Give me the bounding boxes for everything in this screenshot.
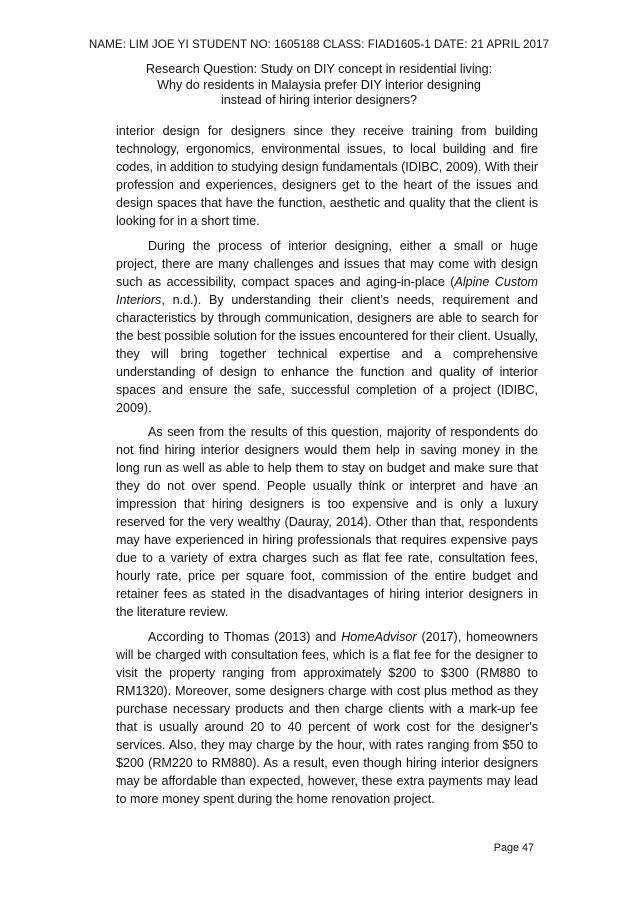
paragraph-4-text-b: (2017), homeowners will be charged with consultation fees, which is a flat fee for the designer to visit the property ranging from approximately $200 to $300 (RM880 to RM1320). Moreover, some designers charge with cost plus method as they purchase necessary products and then charge clients with a mark-up fee that is usually around 20 to 40 percent of work cost for the designer's services. Also, they may charge by the hour, with rates ranging from $50 to $200 (RM220 to RM880). As a result, even though hiring interior designers may be affordable than expected, however, these extra payments may lead to more money spent during the home renovation project. xyxy=(116,629,538,806)
research-question-line-1: Research Question: Study on DIY concept in residential living: xyxy=(145,62,493,76)
research-question-line-2: Why do residents in Malaysia prefer DIY interior designing xyxy=(157,77,481,92)
paragraph-2-source-title: Alpine Custom Interiors xyxy=(116,274,539,307)
student-info-header: NAME: LIM JOE YI STUDENT NO: 1605188 CLASS: FIAD1605-1 DATE: 21 APRIL 2017 xyxy=(88,38,550,51)
research-question-line-3: instead of hiring interior designers? xyxy=(220,93,417,107)
page-number: Page 47 xyxy=(493,842,534,854)
paragraph-4-source-title: HomeAdvisor xyxy=(341,629,417,644)
research-question xyxy=(0,62,638,109)
paragraph-2-text-a: During the process of interior designing, either a small or huge project, there are many challenges and issues that may come with design such as accessibility, compact spaces and aging-in-place ( xyxy=(116,238,538,289)
paragraph-2-text-b: , n.d.). By understanding their client’s needs, requirement and characteristics by through communication, designers are able to search for the best possible solution for the issues encountered for their client. Usually, they will bring together technical expertise and a comprehensive understanding of design to enhance the function and quality of interior spaces and ensure the safe, successful completion of a project (IDIBC, 2009). xyxy=(116,292,538,415)
paragraph-4-text-a: According to Thomas (2013) and xyxy=(148,629,342,644)
paragraph-2 xyxy=(116,237,538,417)
paragraph-1: interior design for designers since they receive training from building technology, ergonomics, environmental issues, to local building and fire codes, in addition to studying design fundamentals (IDIBC, 2009). With their profession and experiences, designers get to the heart of the issues and design spaces that have the function, aesthetic and quality that the client is looking for in a short time. xyxy=(116,124,538,228)
paragraph-4 xyxy=(116,628,538,808)
body-text xyxy=(116,122,538,814)
paragraph-3: As seen from the results of this question, majority of respondents do not find hiring interior designers would them help in saving money in the long run as well as able to help them to stay on budget and make sure that they do not over spend. People usually think or interpret and have an impression that hiring designers is too expensive and is only a luxury reserved for the very wealthy (Dauray, 2014). Other than that, respondents may have experienced in hiring professionals that requires expensive pays due to a variety of extra charges such as flat fee rate, consultation fees, hourly rate, price per square foot, commission of the entire budget and retainer fees as stated in the disadvantages of hiring interior designers in the literature review. xyxy=(116,425,538,619)
